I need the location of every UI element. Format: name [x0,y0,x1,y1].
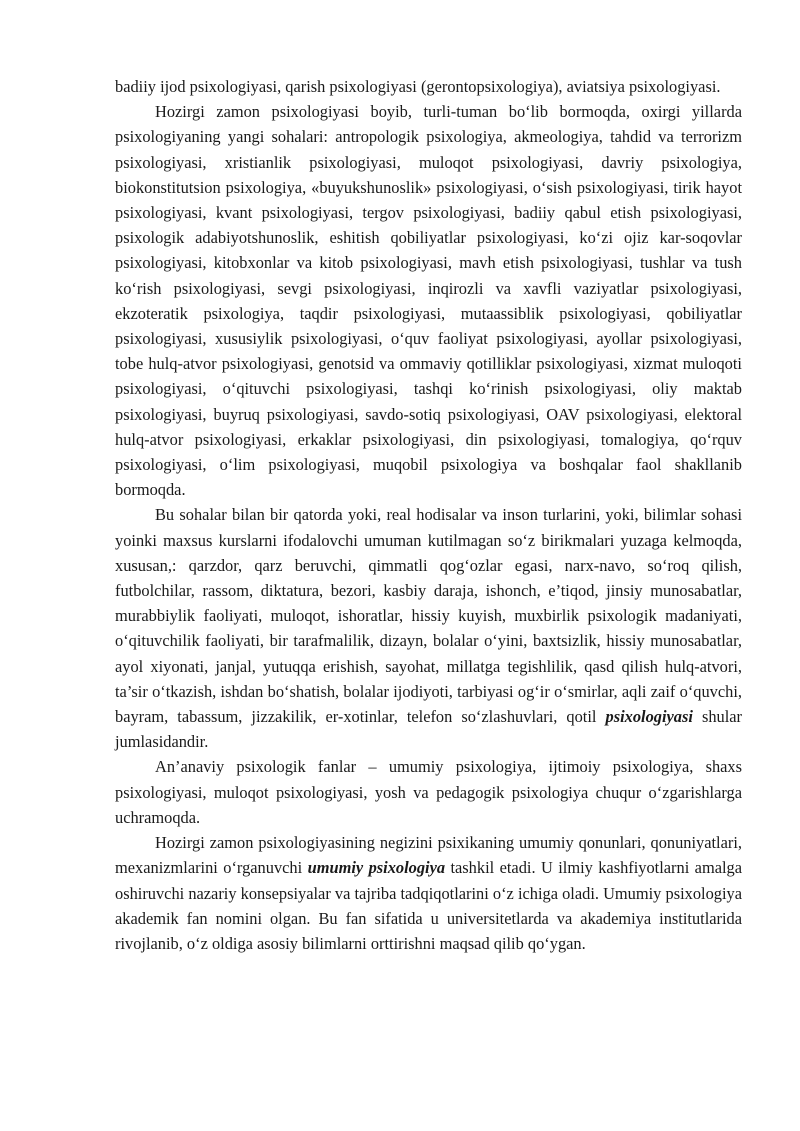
paragraph-4 [115,754,742,830]
paragraph-3-text-end: shular jumlasidandir. [115,707,743,752]
paragraph-3-emphasis: psixologiyasi [605,707,693,727]
paragraph-1 [115,74,742,99]
paragraph-2-text: Hozirgi zamon psixologiyasi boyib, turli-tuman bo‘lib bormoqda, oxirgi yillarda psixologiyaning yangi sohalari: antropologik psixologiya, akmeologiya, tahdid va terrorizm psixologiyasi, xristianlik psixologiyasi, muloqot psixologiyasi, davriy psixologiya, biokonstitutsion psixologiya, «buyukshunoslik» psixologiyasi, o‘sish psixologiyasi, tirik hayot psixologiyasi, kvant psixologiyasi, tergov psixologiyasi, badiiy qabul etish psixologiyasi, psixologik adabiyotshunoslik, eshitish qobiliyatlar psixologiyasi, ko‘zi ojiz kar-soqovlar psixologiyasi, kitobxonlar va kitob psixologiyasi, mavh etish psixologiyasi, tushlar va tush ko‘rish psixologiyasi, sevgi psixologiyasi, inqirozli va xavfli vaziyatlar psixologiyasi, ekzoteratik psixologiya, taqdir psixologiyasi, mutaassiblik psixologiyasi, qobiliyatlar psixologiyasi, xususiylik psixologiyasi, o‘quv faoliyat psixologiyasi, ayollar psixologiyasi, tobe hulq-atvor psixologiyasi, genotsid va ommaviy qotilliklar psixologiyasi, xizmat muloqoti psixologiyasi, o‘qituvchi psixologiyasi, tashqi ko‘rinish psixologiyasi, oliy maktab psixologiyasi, buyruq psixologiyasi, savdo-sotiq psixologiyasi, OAV psixologiyasi, elektoral hulq-atvor psixologiyasi, erkaklar psixologiyasi, din psixologiyasi, tomalogiya, qo‘rquv psixologiyasi, o‘lim psixologiyasi, muqobil psixologiya va boshqalar faol shakllanib bormoqda. [115,102,742,500]
paragraph-4-text: An’anaviy psixologik fanlar – umumiy psixologiya, ijtimoiy psixologiya, shaxs psixologiyasi, muloqot psixologiyasi, yosh va pedagogik psixologiya chuqur o‘zgarishlarga uchramoqda. [115,757,742,827]
paragraph-5-text-end: tashkil etadi. U ilmiy kashfiyotlarni amalga oshiruvchi nazariy konsepsiyalar va tajriba tadqiqotlarini o‘z ichiga oladi. Umumiy psixologiya akademik fan nomini olgan. Bu fan sifatida u universitetlarda va akademiya institutlarida rivojlanib, o‘z oldiga asosiy bilimlarni orttirishni maqsad qilib qo‘ygan. [115,858,743,953]
paragraph-1-text: badiiy ijod psixologiyasi, qarish psixologiyasi (gerontopsixologiya), aviatsiya psixologiyasi. [115,77,721,96]
paragraph-3 [115,502,742,754]
paragraph-2 [115,99,742,502]
paragraph-5 [115,830,742,956]
paragraph-5-text: Hozirgi zamon psixologiyasining negizini psixikaning umumiy qonunlari, qonuniyatlari, mexanizmlarini o‘rganuvchi [115,833,742,878]
document-page [115,74,742,956]
paragraph-3-text: Bu sohalar bilan bir qatorda yoki, real hodisalar va inson turlarini, yoki, bilimlar sohasi yoinki maxsus kurslarni ifodalovchi umuman kutilmagan so‘z birikmalari yuzaga kelmoqda, xususan,: qarzdor, qarz beruvchi, qimmatli qog‘ozlar egasi, narx-navo, so‘roq qilish, futbolchilar, rassom, diktatura, bezori, kasbiy daraja, ishonch, e’tiqod, jinsiy munosabatlar, murabbiylik faoliyati, muloqot, ishoratlar, hissiy kuyish, muxbirlik psixologik madaniyati, o‘qituvchilik faoliyati, bir tarafmalilik, dizayn, bolalar o‘yini, baxtsizlik, hissiy munosabatlar, ayol xiyonati, janjal, yutuqqa erishish, sayohat, millatga tegishlilik, qasd qilish hulq-atvori, ta’sir o‘tkazish, ishdan bo‘shatish, bolalar ijodiyoti, tarbiyasi og‘ir o‘smirlar, aqli zaif o‘quvchi, bayram, tabassum, jizzakilik, er-xotinlar, telefon so‘zlashuvlari, qotil [115,505,742,727]
paragraph-5-emphasis: umumiy psixologiya [307,858,446,878]
